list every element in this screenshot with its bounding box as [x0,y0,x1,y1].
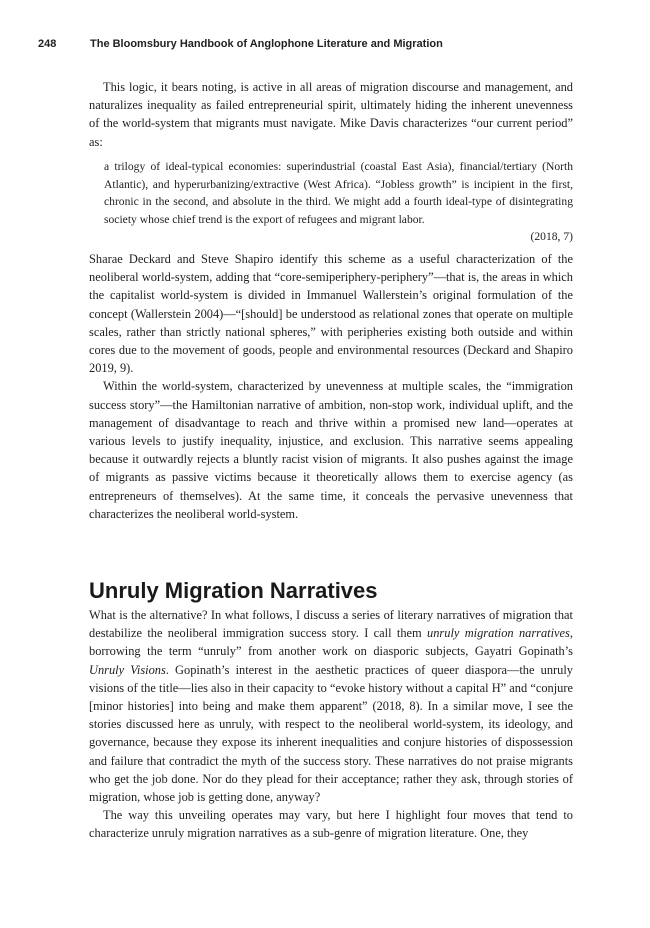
running-head [38,38,443,50]
intro-block [89,78,573,151]
paragraph-4 [89,606,573,806]
paragraph-2: Sharae Deckard and Steve Shapiro identify this scheme as a useful characterization of the neoliberal world-system, adding that “core-semiperiphery-periphery”—that is, the areas in which the capitalist world-system is divided in Immanuel Wallerstein’s original formulation of the concept (Wallerstein 2004)—“[should] be understood as relational zones that operate on multiple scales, rather than strictly national spheres,” with peripheries existing both outside and within cores due to the movement of goods, people and environmental resources (Deckard and Shapiro 2019, 9). [89,252,573,376]
page-number: 248 [38,38,57,50]
section-heading: Unruly Migration Narratives [89,578,378,604]
intro-paragraph: This logic, it bears noting, is active in all areas of migration discourse and management, and naturalizes inequality as failed entrepreneurial spirit, ultimately hiding the inherent unevenness of the world-system that migrants must navigate. Mike Davis characterizes “our current period” as: [89,80,573,149]
paragraph-5: The way this unveiling operates may vary, but here I highlight four moves that tend to characterize unruly migration narratives as a sub-genre of migration literature. One, they [89,808,573,841]
book-title: The Bloomsbury Handbook of Anglophone Literature and Migration [90,38,443,50]
body-block-2 [89,250,573,523]
block-quote-text: a trilogy of ideal-typical economies: superindustrial (coastal East Asia), financial/tertiary (North Atlantic), and hyperurbanizing/extractive (West Africa). “Jobless growth” is incipient in the first, chronic in the second, and absolute in the third. We might add a fourth ideal-type of disintegrating society whose chief trend is the export of refugees and migrant labor. [104,160,573,226]
paragraph-4-part3: . Gopinath’s interest in the aesthetic practices of queer diaspora—the unruly visions of the title—lies also in their capacity to “evoke history without a capital H” and “conjure [minor histories] into being and make them apparent” (2018, 8). In a similar move, I see the stories discussed here as unruly, with respect to the neoliberal world-system, its ideology, and governance, because they expose its inherent inequalities and conjure histories of dispossession and failure that contradict the myth of the success story. These narratives do not praise migrants who get the job done. Nor do they plead for their acceptance; rather they ask, through stories of migration, whose job is getting done, anyway? [89,662,573,805]
paragraph-4-part1: What is the alternative? In what follows, I discuss a series of literary narratives of migration that destabilize the neoliberal immigration success story. I call them [89,608,573,641]
block-quote-citation: (2018, 7) [530,230,573,244]
paragraph-3: Within the world-system, characterized by unevenness at multiple scales, the “immigration success story”—the Hamiltonian narrative of ambition, non-stop work, individual uplift, and the management of disadvantage to reach and thrive within a promised new land—operates at various levels to justify inequality, injustice, and exclusion. This narrative seems appealing because it outwardly rejects a bluntly racist vision of migrants. It also pushes against the image of migrants as passive victims because it theoretically allows them to exercise agency (as entrepreneurs of themselves). At the same time, it conceals the pervasive unevenness that characterizes the neoliberal world-system. [89,379,573,521]
paragraph-4-part2: , borrowing the term “unruly” from another work on diasporic subjects, Gayatri Gopinath’s [89,626,573,659]
body-block-3 [89,606,573,843]
block-quote [104,158,573,246]
term-unruly-migration-narratives: unruly migration narratives [427,626,570,641]
title-unruly-visions: Unruly Visions [89,662,166,677]
